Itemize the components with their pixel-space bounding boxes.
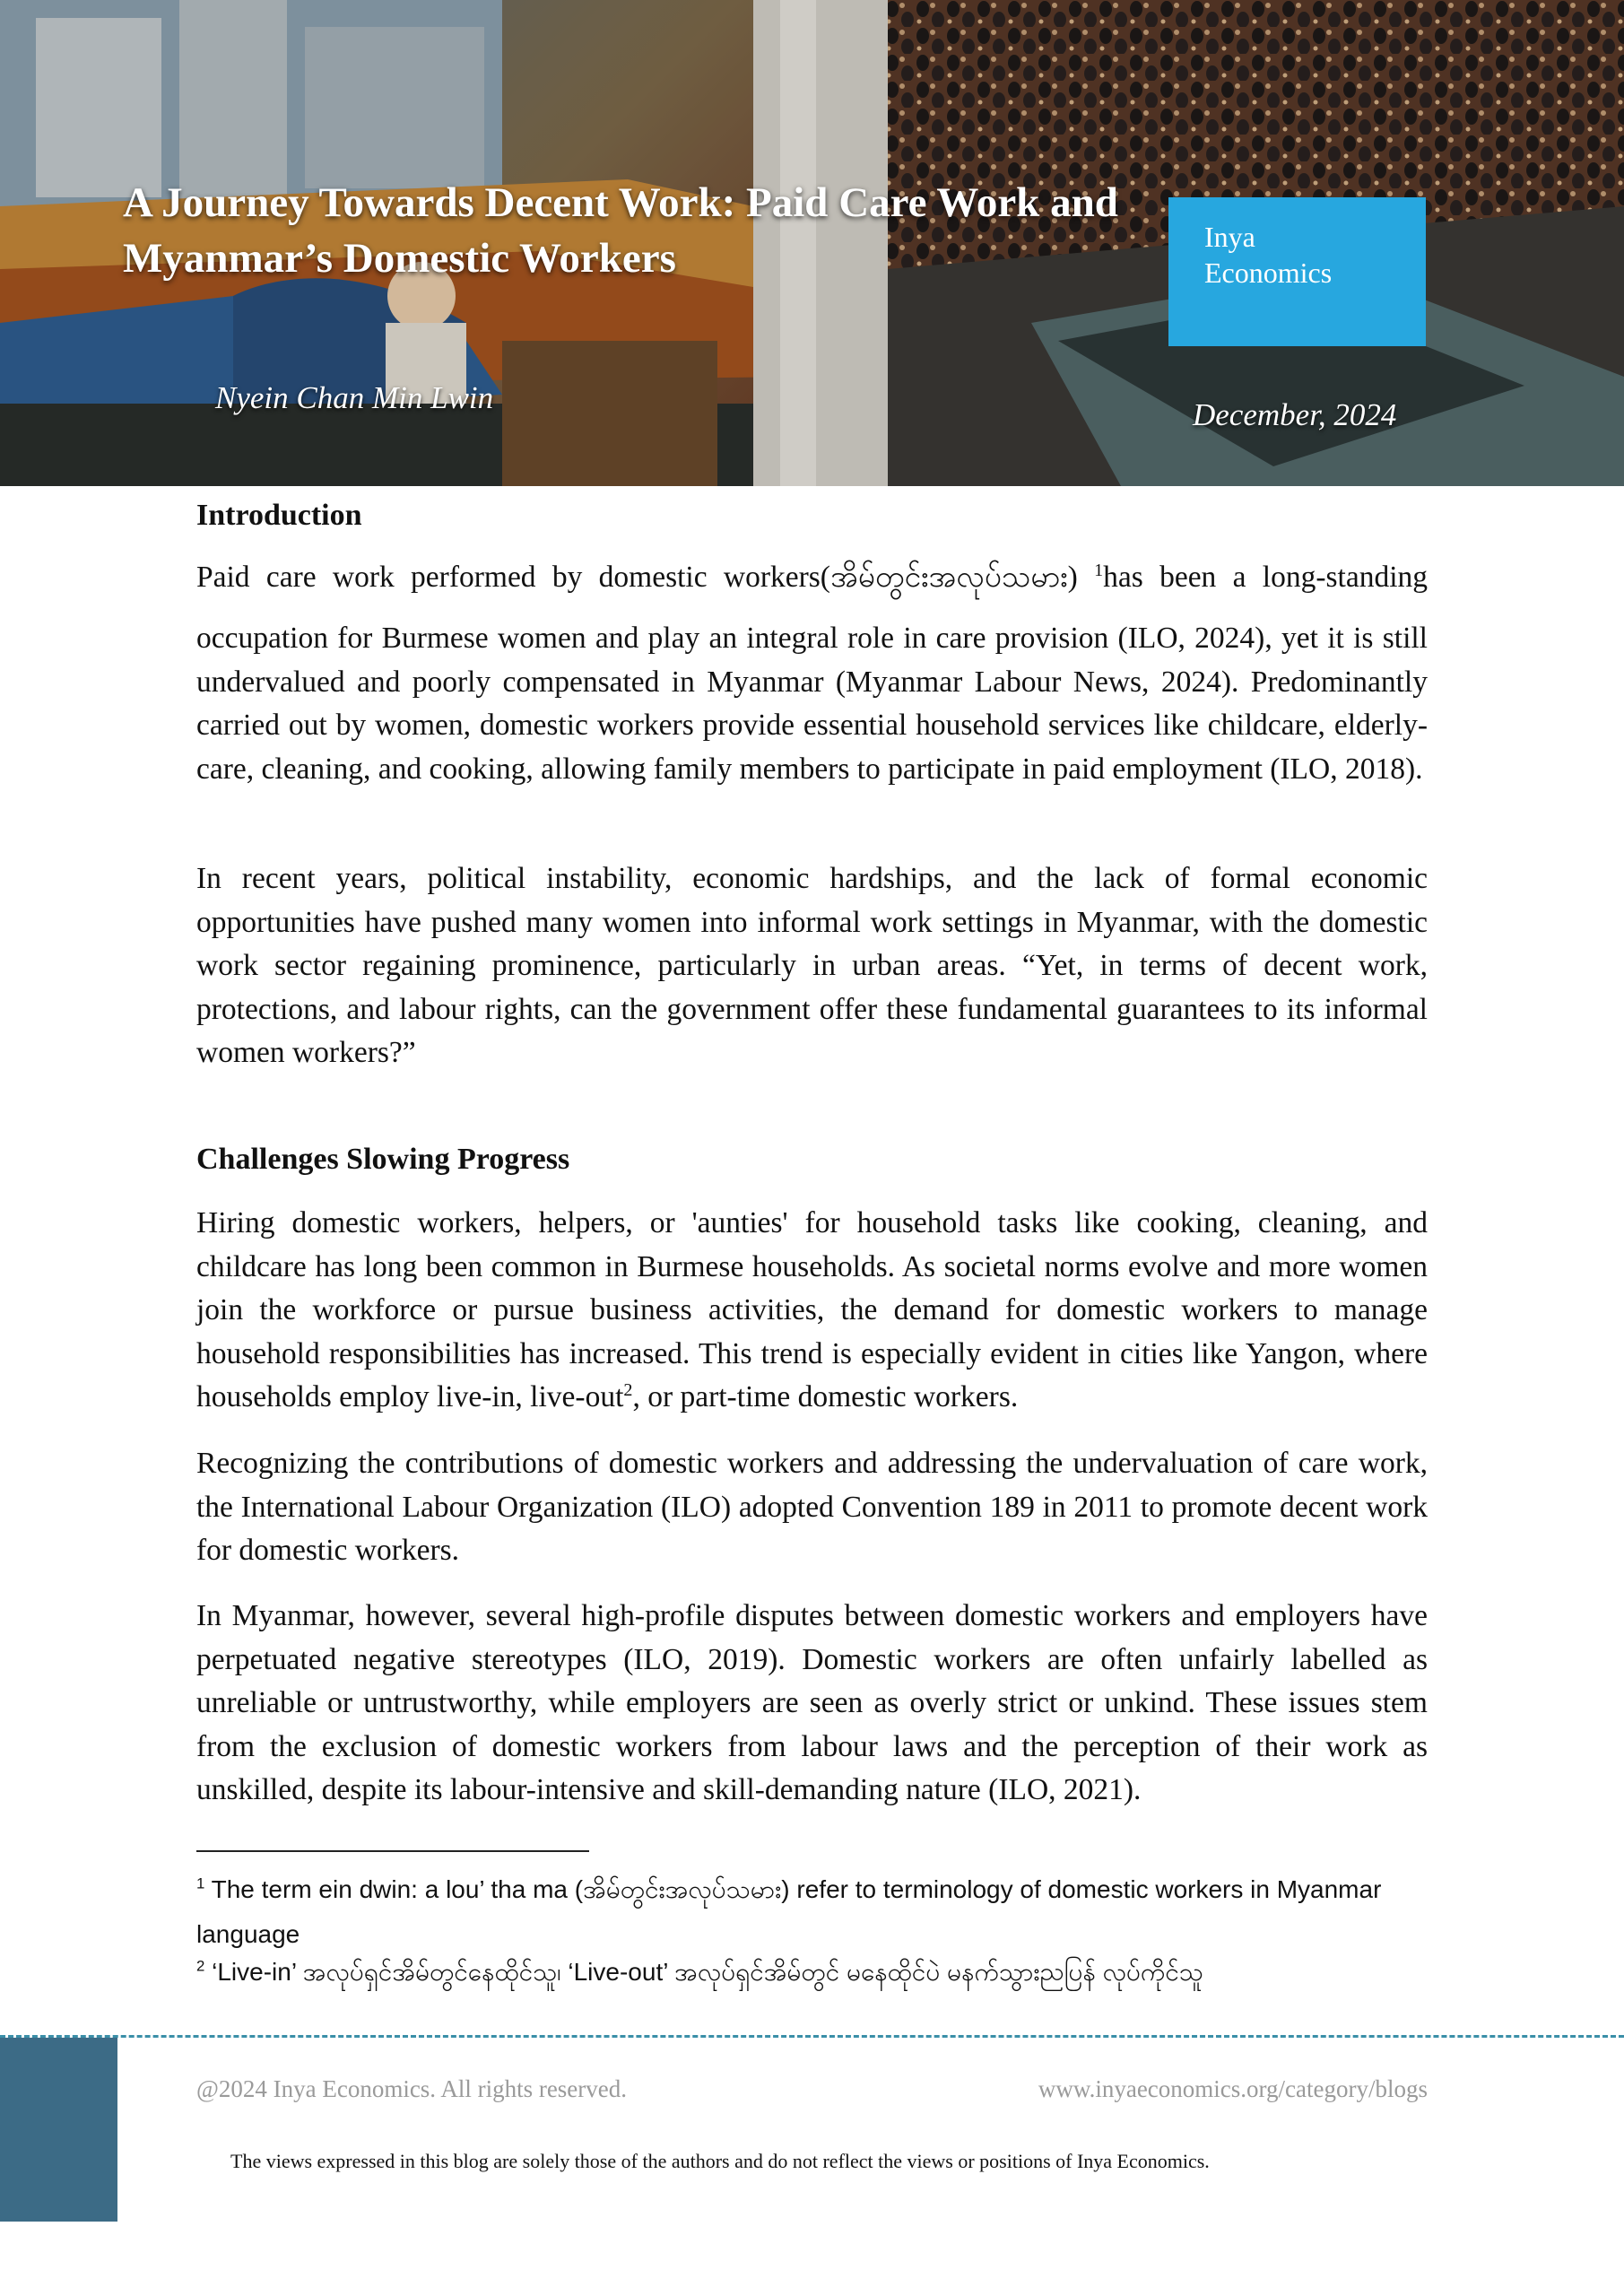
challenges-paragraph-3: In Myanmar, however, several high-profile disputes between domestic workers and employers have perpetuated negative stereotypes (ILO, 2019). Domestic workers are often unfairly labelled as unreliable or untrustworthy, while employers are seen as overly strict or unkind. These issues stem from the exclusion of domestic workers from labour laws and the perception of their work as unskilled, despite its labour-intensive and skill-demanding nature (ILO, 2021). — [196, 1599, 1428, 1806]
brand-logo-box — [1168, 197, 1426, 346]
website-link[interactable]: www.inyaeconomics.org/category/blogs — [1038, 2075, 1428, 2102]
footnote-ref-2: 2 — [623, 1379, 633, 1400]
footnote-2-text: ‘Live-in’ အလုပ်ရှင်အိမ်တွင်နေထိုင်သူ၊ ‘Live-out’ အလုပ်ရှင်အိမ်တွင် မနေထိုင်ပဲ မနက်သွားညပြန် လုပ်ကိုင်သူ — [204, 1958, 1203, 1986]
intro-paragraph-1-line-1 — [196, 556, 1428, 600]
footnote-2 — [196, 1957, 1428, 1987]
footnote-2-number: 2 — [196, 1957, 205, 1975]
intro-paragraph-1: occupation for Burmese women and play an integral role in care provision (ILO, 2024), yet it is still undervalued and poorly compensated in Myanmar (Myanmar Labour News, 2024). Predominantly carried out by women, domestic workers provide essential household services like childcare, elderly-care, cleaning, and cooking, allowing family members to participate in paid employment (ILO, 2018). — [196, 622, 1428, 786]
intro-p1-text-b: has been a long-standing — [1103, 561, 1429, 594]
section-heading-introduction: Introduction — [196, 499, 362, 532]
article-title — [123, 175, 1163, 286]
brand-name: Inya Economics — [1204, 221, 1333, 289]
article-title-line-1: A Journey Towards Decent Work: Paid Care Work and — [123, 179, 1118, 226]
article-title-line-2: Myanmar’s Domestic Workers — [123, 235, 676, 282]
footnote-divider — [196, 1850, 589, 1852]
section-heading-challenges: Challenges Slowing Progress — [196, 1143, 570, 1176]
intro-p1-text-a: Paid care work performed by domestic workers(အိမ်တွင်းအလုပ်သမား) — [196, 561, 1095, 594]
copyright-text: @2024 Inya Economics. All rights reserved. — [196, 2075, 628, 2102]
challenges-p1-text-a: Hiring domestic workers, helpers, or 'aunties' for household tasks like cooking, cleaning, and childcare has long been common in Burmese households. As societal norms evolve and more women join the workforce or pursue business activities, the demand for domestic workers to manage household responsibilities has increased. This trend is especially evident in cities like Yangon, where households employ live-in, live-out — [196, 1206, 1428, 1413]
challenges-p1-text-b: , or part-time domestic workers. — [632, 1380, 1019, 1413]
challenges-paragraph-2: Recognizing the contributions of domestic workers and addressing the undervaluation of care work, the International Labour Organization (ILO) adopted Convention 189 in 2011 to promote decent work for domestic workers. — [196, 1447, 1428, 1567]
footnote-1-number: 1 — [196, 1874, 205, 1892]
footnotes — [196, 1867, 1428, 1987]
footer-color-block — [0, 2038, 117, 2222]
author-name: Nyein Chan Min Lwin — [215, 380, 494, 415]
intro-paragraph-2: In recent years, political instability, economic hardships, and the lack of formal economic opportunities have pushed many women into informal work settings in Myanmar, with the domestic work sector regaining prominence, particularly in urban areas. “Yet, in terms of decent work, protections, and labour rights, can the government offer these fundamental guarantees to its informal women workers?” — [196, 862, 1428, 1069]
footer-divider — [0, 2035, 1624, 2038]
challenges-paragraph-1 — [196, 1202, 1428, 1420]
header-banner — [0, 0, 1624, 486]
footnote-1 — [196, 1867, 1428, 1957]
footnote-1-text: The term ein dwin: a lou’ tha ma (အိမ်တွင်းအလုပ်သမား) refer to terminology of domestic workers in Myanmar language — [196, 1875, 1382, 1948]
disclaimer-text: The views expressed in this blog are solely those of the authors and do not reflect the views or positions of Inya Economics. — [230, 2150, 1210, 2172]
footnote-ref-1: 1 — [1094, 560, 1104, 580]
publish-date: December, 2024 — [1193, 397, 1397, 432]
